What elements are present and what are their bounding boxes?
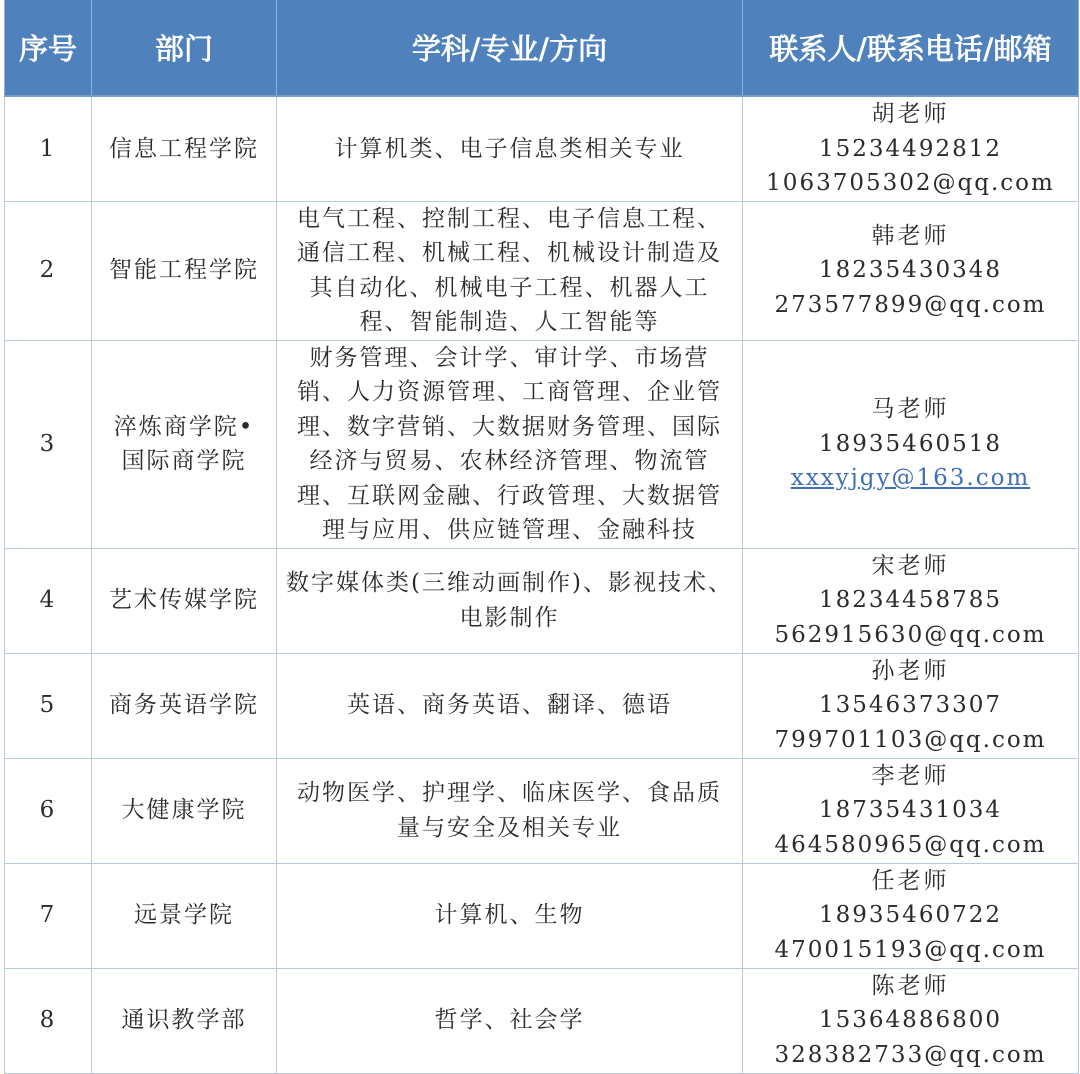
contact-email-link[interactable]: xxxyjgy@163.com	[790, 465, 1031, 492]
majors-cell: 计算机类、电子信息类相关专业	[277, 96, 743, 201]
contact-email: 470015193@qq.com	[774, 936, 1047, 963]
contact-email: 464580965@qq.com	[774, 831, 1047, 858]
contact-email: 562915630@qq.com	[774, 621, 1047, 648]
contact-phone: 18235430348	[819, 257, 1002, 284]
department-name: 国际商学院	[121, 448, 247, 474]
table-row	[5, 968, 1079, 1073]
department-cell	[92, 653, 277, 758]
contact-cell	[743, 968, 1079, 1073]
row-index: 5	[5, 653, 92, 758]
table-row	[5, 340, 1079, 548]
department-cell	[92, 340, 277, 548]
contact-phone: 13546373307	[819, 692, 1002, 719]
contact-cell	[743, 340, 1079, 548]
table-row	[5, 863, 1079, 968]
contact-phone: 15234492812	[819, 135, 1002, 162]
table-row	[5, 653, 1079, 758]
contact-phone: 18735431034	[819, 797, 1002, 824]
majors-cell: 数字媒体类(三维动画制作)、影视技术、电影制作	[277, 548, 743, 653]
department-name: 大健康学院	[121, 797, 247, 824]
department-cell	[92, 201, 277, 340]
contact-name: 李老师	[871, 762, 950, 789]
table-header-row	[5, 0, 1079, 96]
header-majors: 学科/专业/方向	[277, 0, 743, 96]
department-cell	[92, 548, 277, 653]
header-department: 部门	[92, 0, 277, 96]
department-name: 智能工程学院	[109, 257, 259, 284]
contact-phone: 18935460722	[819, 902, 1002, 929]
majors-cell: 英语、商务英语、翻译、德语	[277, 653, 743, 758]
contact-table	[4, 0, 1079, 1074]
table-row	[5, 548, 1079, 653]
table-row	[5, 201, 1079, 340]
department-name: 信息工程学院	[109, 135, 259, 162]
contact-email	[751, 461, 1070, 496]
majors-cell: 计算机、生物	[277, 863, 743, 968]
department-cell	[92, 758, 277, 863]
row-index: 1	[5, 96, 92, 201]
department-name: 商务英语学院	[109, 692, 259, 719]
contact-cell	[743, 96, 1079, 201]
contact-name: 宋老师	[871, 552, 950, 579]
header-index: 序号	[5, 0, 92, 96]
contact-email: 328382733@qq.com	[774, 1041, 1047, 1068]
contact-cell	[743, 548, 1079, 653]
contact-email: 799701103@qq.com	[774, 726, 1047, 753]
contact-cell	[743, 758, 1079, 863]
contact-phone: 18935460518	[819, 430, 1002, 457]
row-index: 6	[5, 758, 92, 863]
row-index: 8	[5, 968, 92, 1073]
department-cell	[92, 863, 277, 968]
contact-cell	[743, 863, 1079, 968]
table-row	[5, 758, 1079, 863]
department-cell	[92, 968, 277, 1073]
contact-email: 1063705302@qq.com	[766, 170, 1055, 196]
majors-cell: 动物医学、护理学、临床医学、食品质量与安全及相关专业	[277, 758, 743, 863]
contact-email: 273577899@qq.com	[774, 291, 1047, 318]
contact-name: 任老师	[871, 867, 950, 894]
contact-name: 陈老师	[871, 972, 950, 999]
department-cell	[92, 96, 277, 201]
contact-name: 韩老师	[871, 222, 950, 249]
department-name: 远景学院	[134, 902, 234, 929]
majors-cell: 电气工程、控制工程、电子信息工程、通信工程、机械工程、机械设计制造及其自动化、机械电子工程、机器人工程、智能制造、人工智能等	[277, 201, 743, 340]
table-body	[5, 96, 1079, 1073]
contact-phone: 15364886800	[819, 1007, 1002, 1034]
contact-name: 孙老师	[871, 657, 950, 684]
contact-name: 胡老师	[871, 101, 950, 127]
contact-cell	[743, 201, 1079, 340]
contact-phone: 18234458785	[819, 587, 1002, 614]
majors-cell: 哲学、社会学	[277, 968, 743, 1073]
row-index: 7	[5, 863, 92, 968]
department-name: 淬炼商学院•	[113, 413, 255, 440]
contact-cell	[743, 653, 1079, 758]
department-name: 通识教学部	[121, 1007, 247, 1034]
header-contact: 联系人/联系电话/邮箱	[743, 0, 1079, 96]
row-index: 3	[5, 340, 92, 548]
table-row	[5, 96, 1079, 201]
contact-name: 马老师	[871, 396, 950, 423]
row-index: 4	[5, 548, 92, 653]
majors-cell: 财务管理、会计学、审计学、市场营销、人力资源管理、工商管理、企业管理、数字营销、大数据财务管理、国际经济与贸易、农林经济管理、物流管理、互联网金融、行政管理、大数据管理与应用、供应链管理、金融科技	[277, 340, 743, 548]
department-name: 艺术传媒学院	[109, 587, 259, 614]
row-index: 2	[5, 201, 92, 340]
